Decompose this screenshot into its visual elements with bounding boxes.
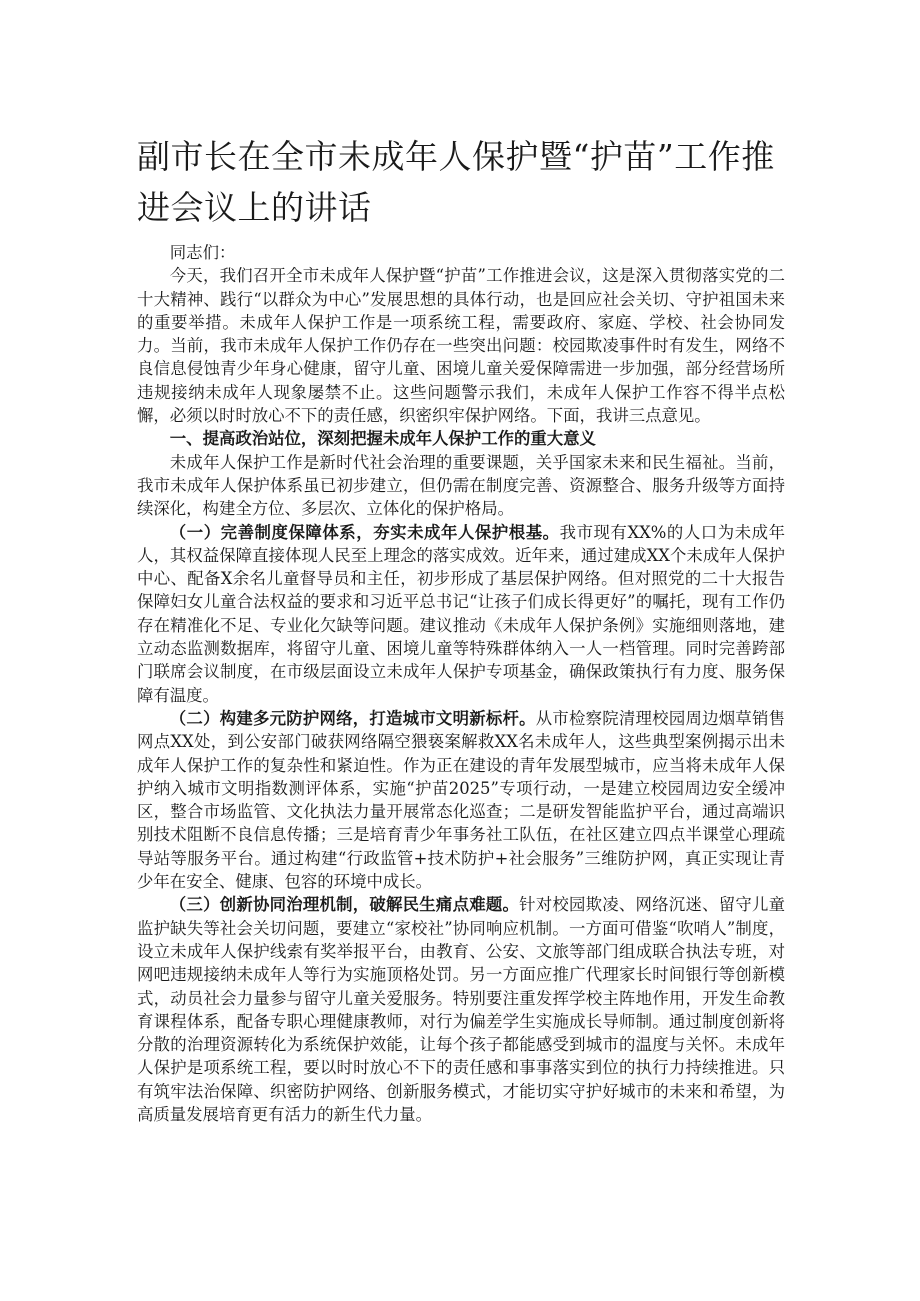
section-1-paragraph: 未成年人保护工作是新时代社会治理的重要课题，关乎国家未来和民生福祉。当前，我市未成年人保护体系虽已初步建立，但仍需在制度完善、资源整合、服务升级等方面持续深化，构建全方位、多层次、立体化的保护格局。 bbox=[137, 452, 785, 519]
document-title: 副市长在全市未成年人保护暨“护苗”工作推进会议上的讲话 bbox=[137, 137, 775, 227]
document-body bbox=[137, 241, 785, 1126]
point-2-text: 从市检察院清理校园周边烟草销售网点XX处，到公安部门破获网络隔空猥亵案解救XX名未成年人，这些典型案例揭示出未成年人保护工作的复杂性和紧迫性。作为正在建设的青年发展型城市，应当将未成年人保护纳入城市文明指数测评体系，实施“护苗2025”专项行动，一是建立校园周边安全缓冲区，整合市场监管、文化执法力量开展常态化巡查；二是研发智能监护平台，通过高端识别技术阻断不良信息传播；三是培育青少年事务社工队伍，在社区建立四点半课堂心理疏导站等服务平台。通过构建“行政监管+技术防护+社会服务”三维防护网，真正实现让青少年在安全、健康、包容的环境中成长。 bbox=[137, 708, 786, 892]
point-1-paragraph bbox=[137, 521, 785, 707]
point-2-lead: （二）构建多元防护网络，打造城市文明新标杆。 bbox=[169, 708, 536, 728]
intro-paragraph: 今天，我们召开全市未成年人保护暨“护苗”工作推进会议，这是深入贯彻落实党的二十大精神、践行“以群众为中心”发展思想的具体行动，也是回应社会关切、守护祖国未来的重要举措。未成年人保护工作是一项系统工程，需要政府、家庭、学校、社会协同发力。当前，我市未成年人保护工作仍存在一些突出问题：校园欺凌事件时有发生，网络不良信息侵蚀青少年身心健康，留守儿童、困境儿童关爱保障需进一步加强，部分经营场所违规接纳未成年人现象屡禁不止。这些问题警示我们，未成年人保护工作容不得半点松懈，必须以时时放心不下的责任感，织密织牢保护网络。下面，我讲三点意见。 bbox=[137, 266, 785, 426]
salutation: 同志们： bbox=[169, 243, 236, 262]
point-3-text: 针对校园欺凌、网络沉迷、留守儿童监护缺失等社会关切问题，要建立“家校社”协同响应机制。一方面可借鉴“吹哨人”制度，设立未成年人保护线索有奖举报平台，由教育、公安、文旅等部门组成联合执法专班，对网吧违规接纳未成年人等行为实施顶格处罚。另一方面应推广代理家长时间银行等创新模式，动员社会力量参与留守儿童关爱服务。特别要注重发挥学校主阵地作用，开发生命教育课程体系，配备专职心理健康教师，对行为偏差学生实施成长导师制。通过制度创新将分散的治理资源转化为系统保护效能，让每个孩子都能感受到城市的温度与关怀。未成年人保护是项系统工程，要以时时放心不下的责任感和事事落实到位的执行力持续推进。只有筑牢法治保障、织密防护网络、创新服务模式，才能切实守护好城市的未来和希望，为高质量发展培育更有活力的新生代力量。 bbox=[137, 895, 786, 1124]
section-heading-1: 一、提高政治站位，深刻把握未成年人保护工作的重大意义 bbox=[169, 429, 596, 449]
point-3-lead: （三）创新协同治理机制，破解民生痛点难题。 bbox=[169, 895, 520, 915]
point-1-lead: （一）完善制度保障体系，夯实未成年人保护根基。 bbox=[169, 522, 560, 542]
point-3-paragraph bbox=[137, 893, 785, 1126]
point-1-text: 我市现有XX%的人口为未成年人，其权益保障直接体现人民至上理念的落实成效。近年来，通过建成XX个未成年人保护中心、配备X余名儿童督导员和主任，初步形成了基层保护网络。但对照党的二十大报告保障妇女儿童合法权益的要求和习近平总书记“让孩子们成长得更好”的嘱托，现有工作仍存在精准化不足、专业化欠缺等问题。建议推动《未成年人保护条例》实施细则落地，建立动态监测数据库，将留守儿童、困境儿童等特殊群体纳入一人一档管理。同时完善跨部门联席会议制度，在市级层面设立未成年人保护专项基金，确保政策执行有力度、服务保障有温度。 bbox=[137, 522, 785, 705]
point-2-paragraph bbox=[137, 707, 785, 893]
